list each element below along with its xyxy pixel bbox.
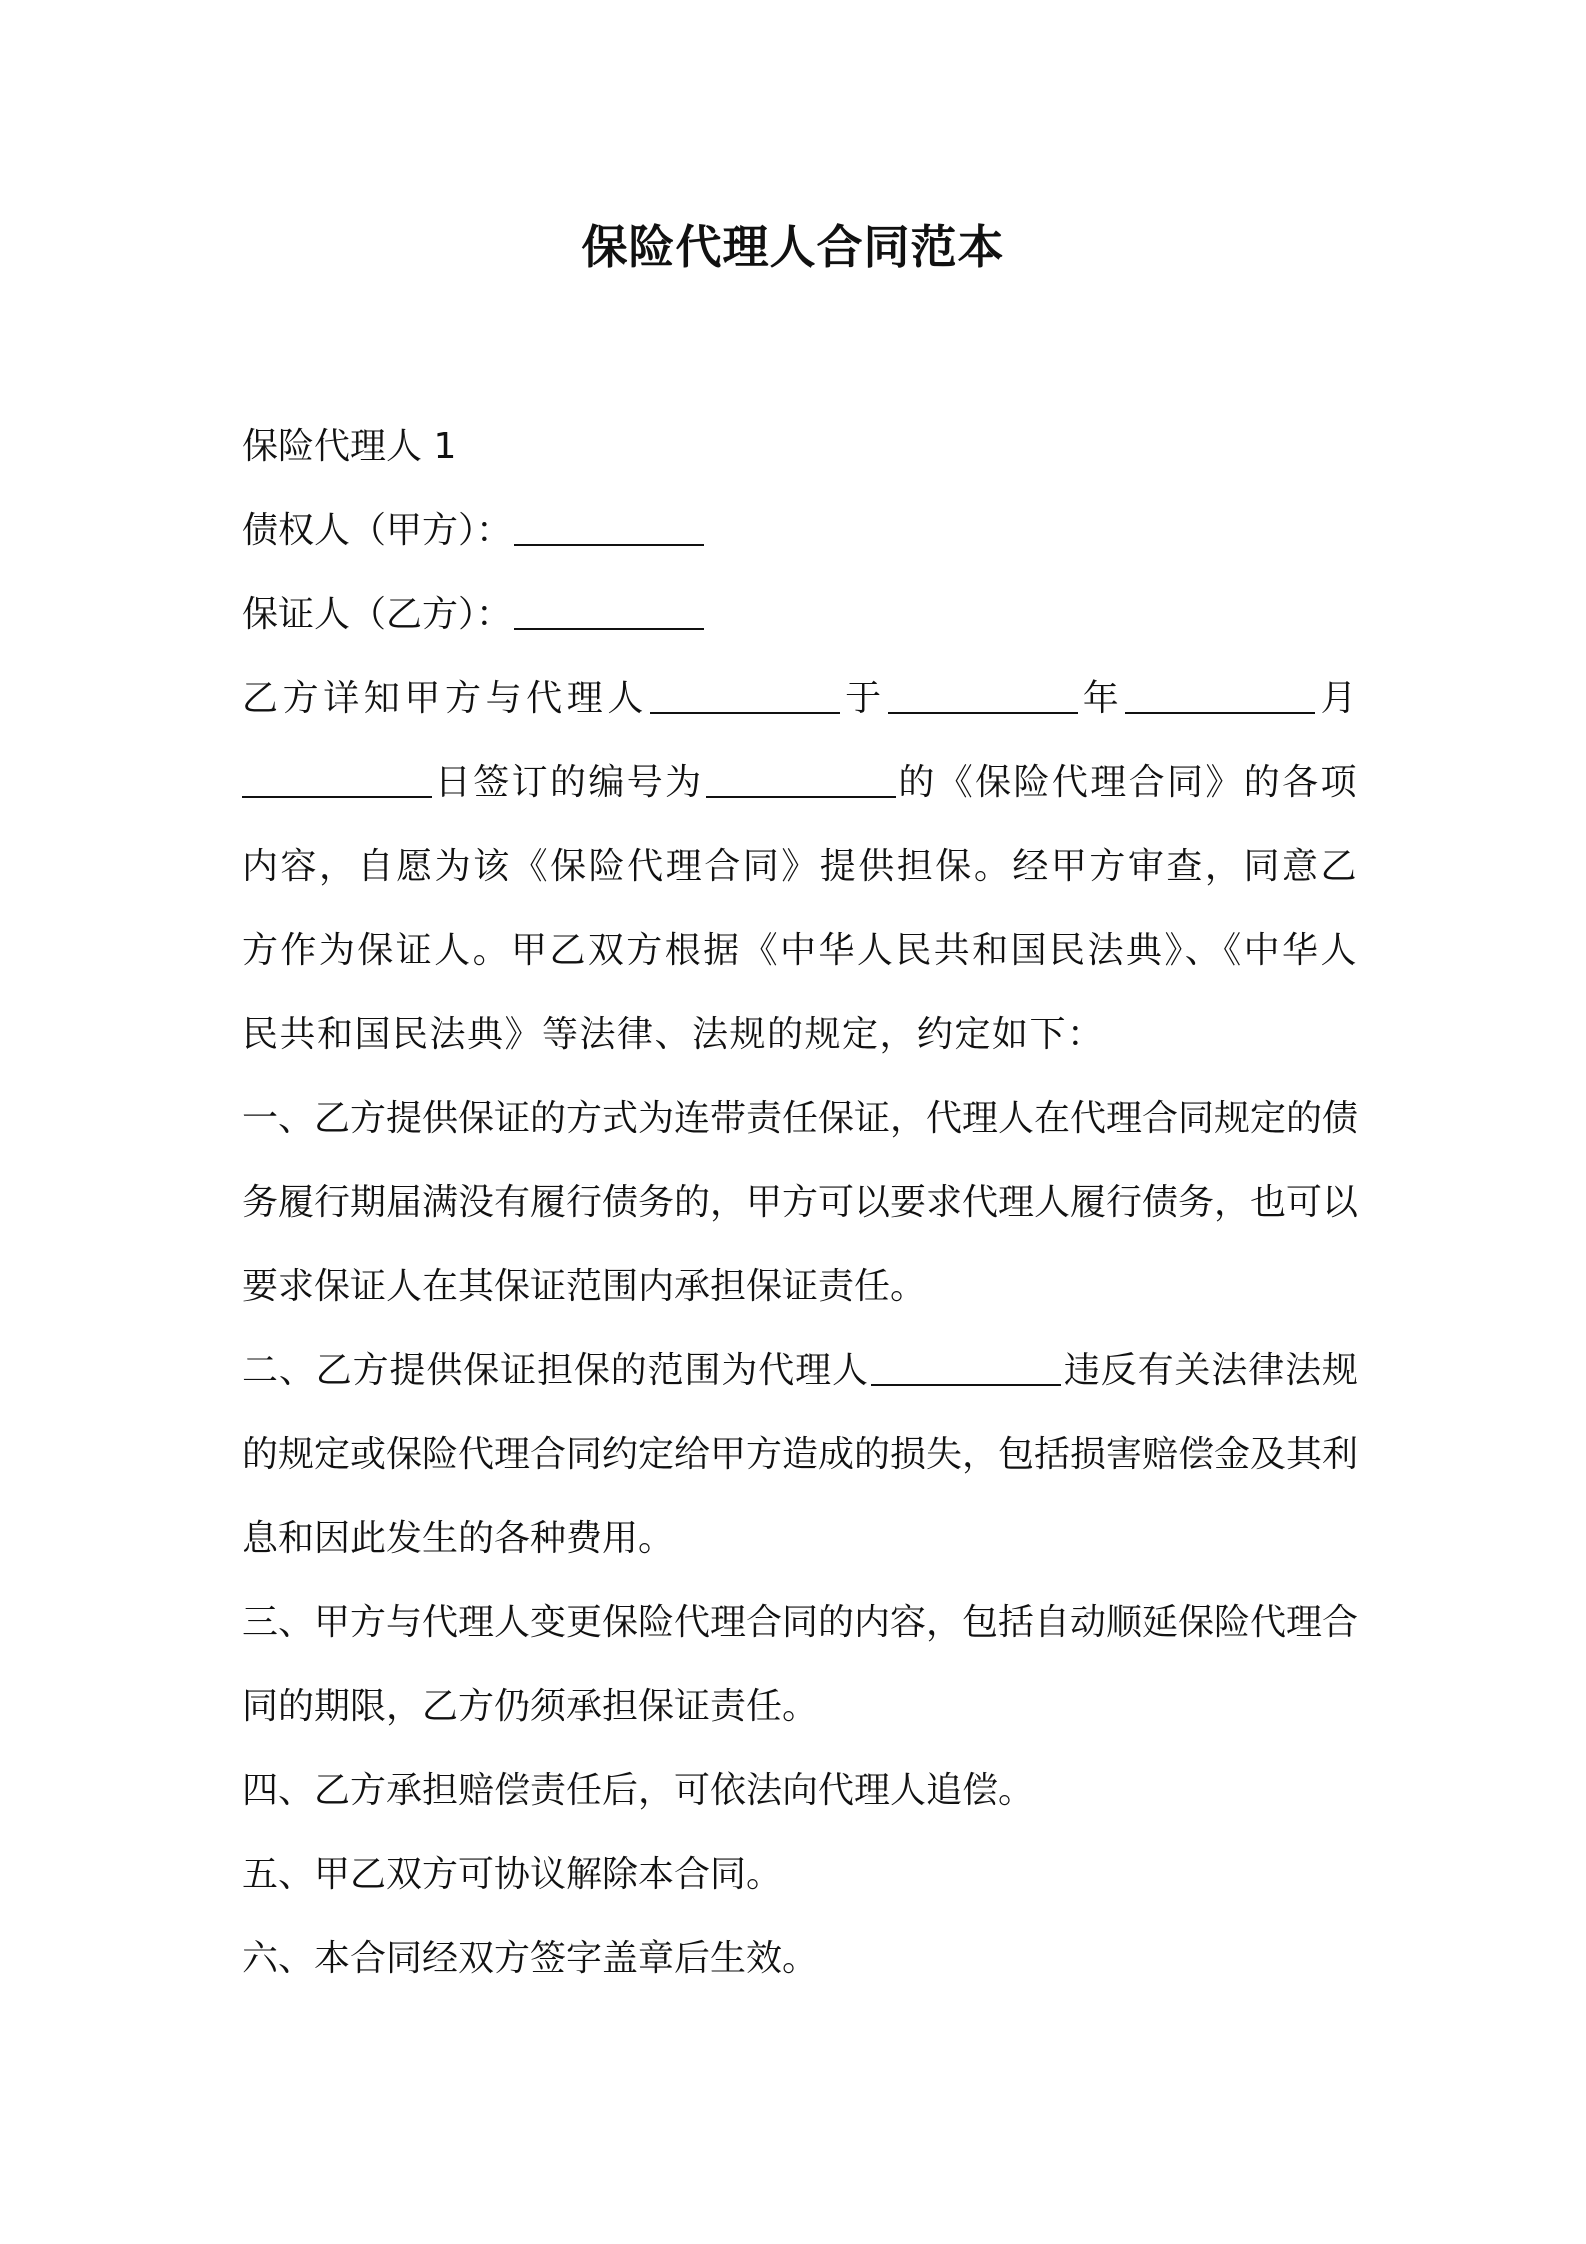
intro-text-6: 的《保险代理合同》的各项内容，自愿为该《保险代理合同》提供担保。经甲方审查，同意乙方作为保证人。甲乙双方根据《中华人民共和国民法典》、《中华人民共和国民法典》等法律、法规的规定，约定如下：: [242, 762, 1358, 1055]
party-a-blank: [514, 504, 704, 546]
intro-text-4: 月: [1317, 678, 1358, 719]
day-blank: [242, 756, 432, 798]
month-blank: [1125, 672, 1315, 714]
party-b-blank: [514, 588, 704, 630]
clause-2-text-1: 二、乙方提供保证担保的范围为代理人: [242, 1350, 869, 1391]
document-body: [242, 405, 1358, 2001]
clause-4: 四、乙方承担赔偿责任后，可依法向代理人追偿。: [242, 1770, 1035, 1811]
document-title: 保险代理人合同范本: [581, 220, 1005, 274]
intro-text-2: 于: [841, 678, 886, 719]
clause-2: [242, 1329, 1358, 1581]
clause-1: 一、乙方提供保证的方式为连带责任保证，代理人在代理合同规定的债务履行期届满没有履行债务的，甲方可以要求代理人履行债务，也可以要求保证人在其保证范围内承担保证责任。: [242, 1098, 1359, 1307]
clause-6: 六、本合同经双方签字盖章后生效。: [242, 1938, 819, 1979]
clause-2-text-2: 违反有关法律法规的规定或保险代理合同约定给甲方造成的损失，包括损害赔偿金及其利息和因此发生的各种费用。: [242, 1350, 1359, 1559]
intro-text-1: 乙方详知甲方与代理人: [242, 678, 648, 719]
clause-5: 五、甲乙双方可协议解除本合同。: [242, 1854, 783, 1895]
party-b-label: 保证人（乙方）：: [242, 594, 513, 635]
party-a-label: 债权人（甲方）：: [242, 510, 513, 551]
clause-3: 三、甲方与代理人变更保险代理合同的内容，包括自动顺延保险代理合同的期限，乙方仍须承担保证责任。: [242, 1602, 1359, 1727]
intro-text-5: 日签订的编号为: [434, 762, 704, 803]
party-b-line: [242, 573, 1358, 657]
intro-paragraph: [242, 657, 1358, 1077]
party-a-line: [242, 489, 1358, 573]
document-heading: 保险代理人 1: [242, 426, 457, 467]
clause-2-agent-blank: [871, 1344, 1061, 1386]
contract-number-blank: [706, 756, 896, 798]
year-blank: [888, 672, 1078, 714]
agent-name-blank: [650, 672, 840, 714]
intro-text-3: 年: [1079, 678, 1124, 719]
